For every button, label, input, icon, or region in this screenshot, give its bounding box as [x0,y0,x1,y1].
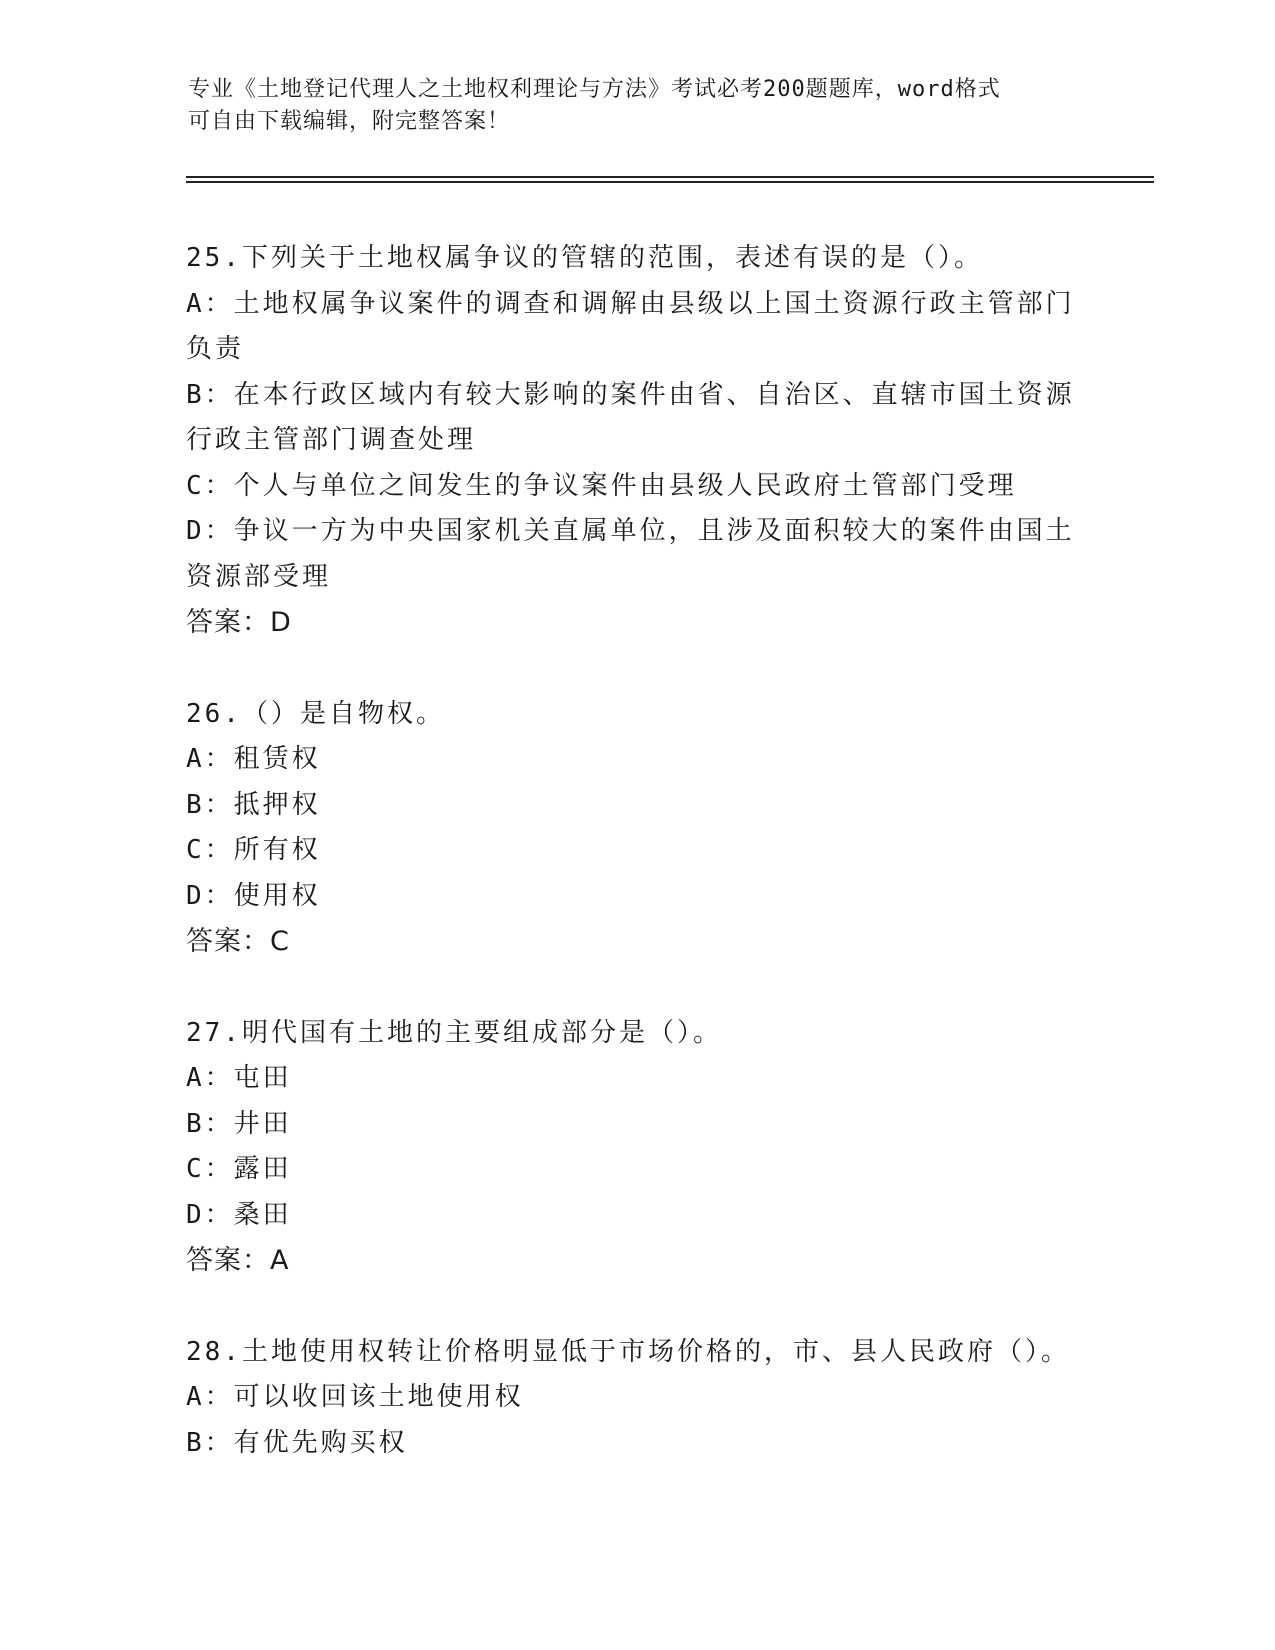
header-line: 可自由下载编辑，附完整答案！ [188,109,511,134]
header-line: 专业《土地登记代理人之土地权利理论与方法》考试必考200题题库，word格式 [188,77,1001,102]
option-d: D：桑田 [186,1199,292,1230]
option-c: C：个人与单位之间发生的争议案件由县级人民政府土管部门受理 [186,470,1017,501]
question-26 [186,692,1086,965]
option-a: A：屯田 [186,1063,292,1093]
option-d: D：使用权 [186,880,321,911]
answer-label: 答案：A [186,1245,290,1276]
question-list [186,236,1086,1512]
option-a: A：土地权属争议案件的调查和调解由县级以上国土资源行政主管部门负责 [186,288,1075,364]
header-rule-top [186,176,1154,178]
option-a: A：可以收回该土地使用权 [186,1382,524,1412]
question-stem: 27.明代国有土地的主要组成部分是（）。 [186,1017,722,1048]
option-c: C：露田 [186,1154,292,1184]
question-25 [186,236,1086,646]
document-header [188,74,1068,138]
answer-label: 答案：C [186,926,290,957]
question-stem: 28.土地使用权转让价格明显低于市场价格的，市、县人民政府（）。 [186,1336,1070,1367]
answer-label: 答案：D [186,607,292,638]
question-28 [186,1330,1086,1467]
question-27 [186,1011,1086,1284]
question-stem: 25.下列关于土地权属争议的管辖的范围，表述有误的是（）。 [186,243,983,273]
option-b: B：有优先购买权 [186,1427,408,1458]
header-rule-bottom [186,181,1154,183]
question-stem: 26.（）是自物权。 [186,698,445,729]
option-b: B：抵押权 [186,789,321,820]
option-b: B：在本行政区域内有较大影响的案件由省、自治区、直辖市国土资源行政主管部门调查处理 [186,379,1075,455]
option-b: B：井田 [186,1108,292,1139]
option-d: D：争议一方为中央国家机关直属单位，且涉及面积较大的案件由国土资源部受理 [186,516,1075,592]
option-a: A：租赁权 [186,744,321,774]
option-c: C：所有权 [186,835,321,865]
